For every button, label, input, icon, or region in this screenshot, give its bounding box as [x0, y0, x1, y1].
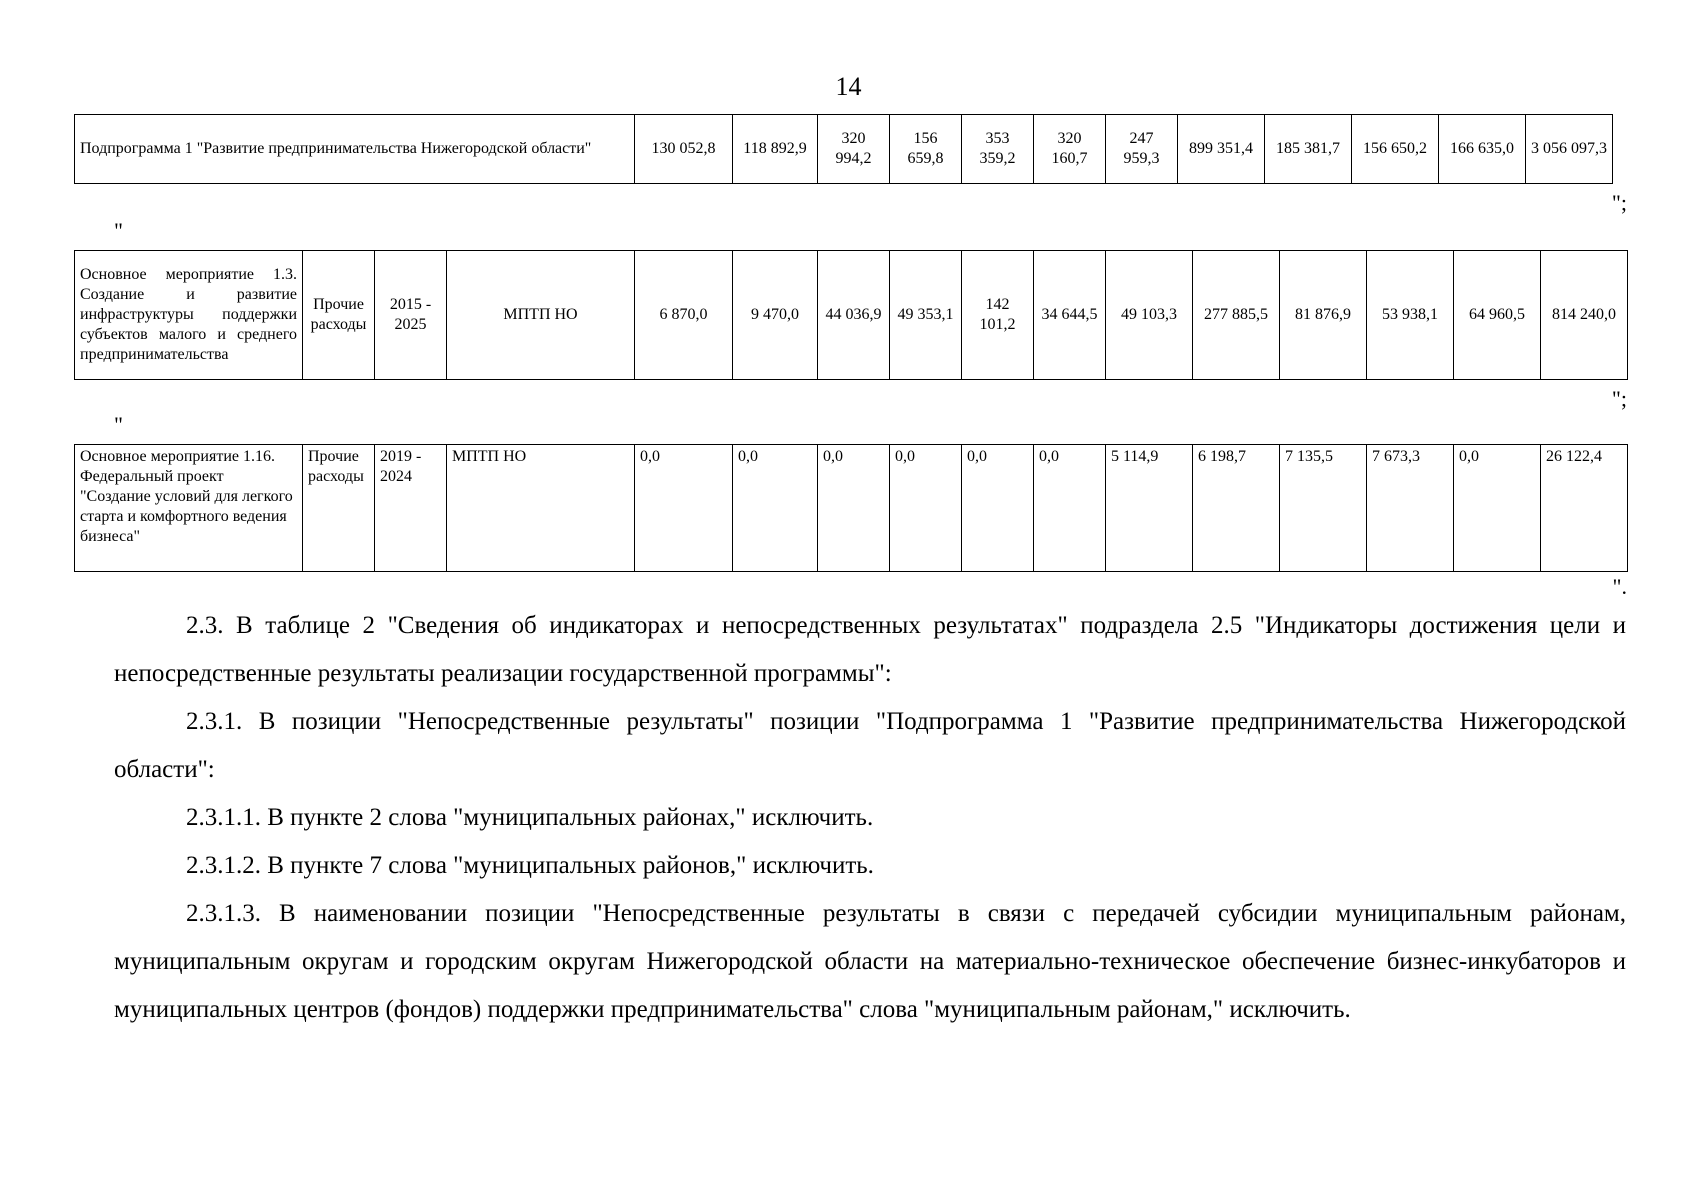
value-cell: 0,0 — [635, 445, 733, 572]
row-name: Подпрограмма 1 "Развитие предпринимательства Нижегородской области" — [75, 115, 635, 184]
value-cell: 166 635,0 — [1439, 115, 1526, 184]
value-cell: 3 056 097,3 — [1526, 115, 1613, 184]
value-cell: 26 122,4 — [1541, 445, 1628, 572]
paragraph-2-3-1-1: 2.3.1.1. В пункте 2 слова "муниципальных районах," исключить. — [186, 804, 874, 831]
expense-type: Прочие расходы — [303, 445, 375, 572]
value-cell: 156 659,8 — [890, 115, 962, 184]
value-cell: 5 114,9 — [1106, 445, 1193, 572]
value-cell: 44 036,9 — [818, 251, 890, 380]
table-row — [75, 115, 1697, 184]
paragraph-2-3-1-3: 2.3.1.3. В наименовании позиции "Непосредственные результаты в связи с передачей субсидии муниципальным районам, муниципальным округам и городским округам Нижегородской области на материально-техническое обеспечение бизнес-инкубаторов и муниципальных центров (фондов) поддержки предпринимательства" слова "муниципальным районам," исключить. — [114, 900, 1626, 1023]
value-cell: 130 052,8 — [635, 115, 733, 184]
value-cell: 0,0 — [733, 445, 818, 572]
subprogram-1-table — [74, 114, 1697, 184]
value-cell: 0,0 — [1454, 445, 1541, 572]
value-cell: 353 359,2 — [962, 115, 1034, 184]
value-cell: 0,0 — [890, 445, 962, 572]
activity-1-3-table — [74, 250, 1628, 380]
value-cell: 320 160,7 — [1034, 115, 1106, 184]
value-cell: 49 353,1 — [890, 251, 962, 380]
value-cell: 49 103,3 — [1106, 251, 1193, 380]
value-cell: 34 644,5 — [1034, 251, 1106, 380]
paragraph-2-3: 2.3. В таблице 2 "Сведения об индикаторах и непосредственных результатах" подраздела 2.5 "Индикаторы достижения цели и непосредственные результаты реализации государственной программы": — [114, 612, 1626, 687]
executor: МПТП НО — [447, 251, 635, 380]
period: 2019 - 2024 — [375, 445, 447, 572]
value-cell: 9 470,0 — [733, 251, 818, 380]
paragraph-2-3-1: 2.3.1. В позиции "Непосредственные результаты" позиции "Подпрограмма 1 "Развитие предпринимательства Нижегородской области": — [114, 708, 1626, 783]
value-cell: 277 885,5 — [1193, 251, 1280, 380]
closing-quote: ". — [1612, 574, 1627, 599]
value-cell: 814 240,0 — [1541, 251, 1628, 380]
value-cell: 7 135,5 — [1280, 445, 1367, 572]
activity-name: Основное мероприятие 1.16. Федеральный проект "Создание условий для легкого старта и комфортного ведения бизнеса" — [75, 445, 303, 572]
value-cell: 156 650,2 — [1352, 115, 1439, 184]
value-cell: 6 870,0 — [635, 251, 733, 380]
value-cell: 53 938,1 — [1367, 251, 1454, 380]
value-cell: 0,0 — [818, 445, 890, 572]
value-cell: 7 673,3 — [1367, 445, 1454, 572]
closing-quote: "; — [1611, 386, 1627, 411]
value-cell: 118 892,9 — [733, 115, 818, 184]
table-row — [75, 445, 1628, 572]
value-cell: 247 959,3 — [1106, 115, 1178, 184]
value-cell: 185 381,7 — [1265, 115, 1352, 184]
value-cell: 6 198,7 — [1193, 445, 1280, 572]
value-cell: 81 876,9 — [1280, 251, 1367, 380]
activity-1-16-table — [74, 444, 1628, 572]
value-cell: 0,0 — [1034, 445, 1106, 572]
value-cell: 64 960,5 — [1454, 251, 1541, 380]
period: 2015 - 2025 — [375, 251, 447, 380]
page-number: 14 — [835, 72, 862, 101]
activity-name: Основное мероприятие 1.3. Создание и развитие инфраструктуры поддержки субъектов малого и среднего предпринимательства — [75, 251, 303, 380]
value-cell: 142 101,2 — [962, 251, 1034, 380]
expense-type: Прочие расходы — [303, 251, 375, 380]
value-cell: 899 351,4 — [1178, 115, 1265, 184]
table-row — [75, 251, 1628, 380]
opening-quote: " — [114, 412, 123, 437]
closing-quote: "; — [1611, 190, 1627, 215]
paragraph-2-3-1-2: 2.3.1.2. В пункте 7 слова "муниципальных районов," исключить. — [186, 852, 874, 879]
opening-quote: " — [114, 218, 123, 243]
value-cell: 0,0 — [962, 445, 1034, 572]
executor: МПТП НО — [447, 445, 635, 572]
value-cell: 320 994,2 — [818, 115, 890, 184]
